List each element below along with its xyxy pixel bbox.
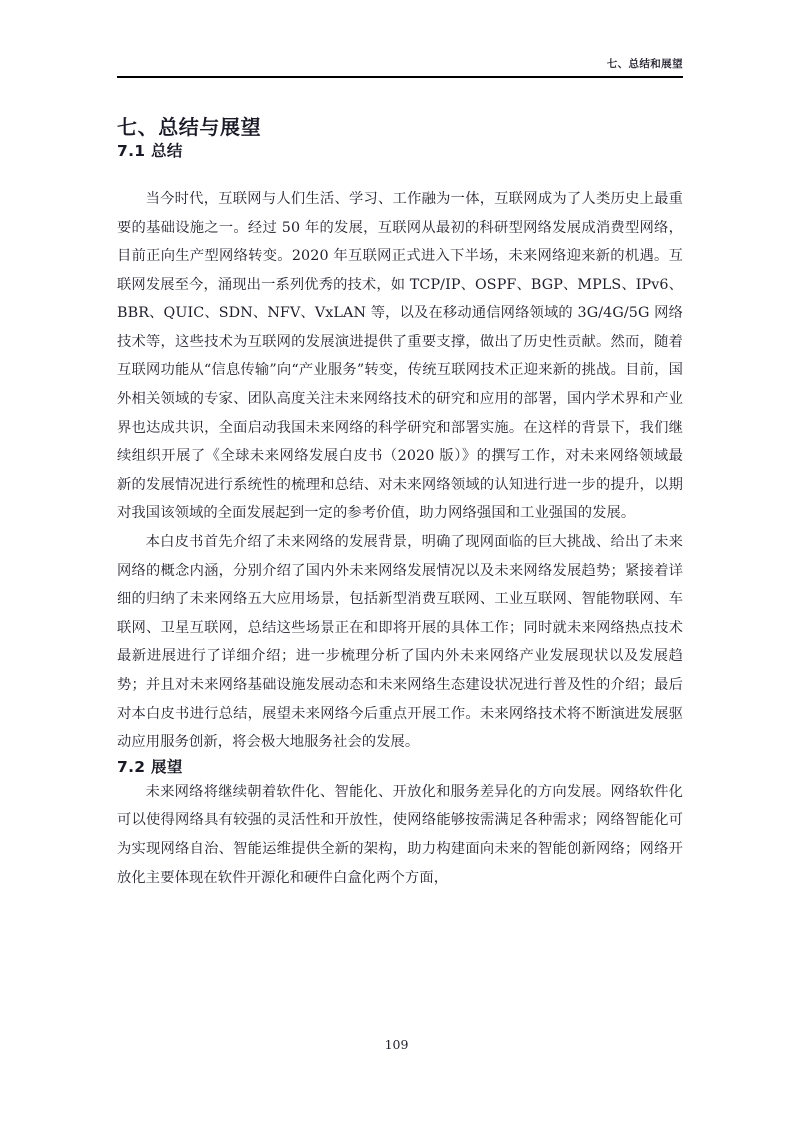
- paragraph-7-1-1: 当今时代，互联网与人们生活、学习、工作融为一体，互联网成为了人类历史上最重要的基础设施之一。经过 50 年的发展，互联网从最初的科研型网络发展成消费型网络，目前正向生产型网络转变。2020 年互联网正式进入下半场，未来网络迎来新的机遇。互联网发展至今，涌现出一系列优秀的技术，如 TCP/IP、OSPF、BGP、MPLS、IPv6、BBR、QUIC、SDN、NFV、VxLAN 等，以及在移动通信网络领域的 3G/4G/5G 网络技术等，这些技术为互联网的发展演进提供了重要支撑，做出了历史性贡献。然而，随着互联网功能从“信息传输”向“产业服务”转变，传统互联网技术正迎来新的挑战。目前，国外相关领域的专家、团队高度关注未来网络技术的研究和应用的部署，国内学术界和产业界也达成共识，全面启动我国未来网络的科学研究和部署实施。在这样的背景下，我们继续组织开展了《全球未来网络发展白皮书（2020 版）》的撰写工作，对未来网络领域最新的发展情况进行系统性的梳理和总结、对未来网络领域的认知进行进一步的提升，以期对我国该领域的全面发展起到一定的参考价值，助力网络强国和工业强国的发展。: [117, 190, 683, 522]
- header-divider-rule: [117, 76, 683, 78]
- section-heading-7-2: 7.2 展望: [117, 757, 183, 776]
- paragraph-7-2-1: 未来网络将继续朝着软件化、智能化、开放化和服务差异化的方向发展。网络软件化可以使得网络具有较强的灵活性和开放性，使网络能够按需满足各种需求；网络智能化可为实现网络自治、智能运维提供全新的架构，助力构建面向未来的智能创新网络；网络开放化主要体现在软件开源化和硬件白盒化两个方面，: [117, 783, 683, 886]
- page-content: [117, 104, 683, 892]
- paragraph-7-1-2: 本白皮书首先介绍了未来网络的发展背景，明确了现网面临的巨大挑战、给出了未来网络的概念内涵，分别介绍了国内外未来网络发展情况以及未来网络发展趋势；紧接着详细的归纳了未来网络五大应用场景，包括新型消费互联网、工业互联网、智能物联网、车联网、卫星互联网，总结这些场景正在和即将开展的具体工作；同时就未来网络热点技术最新进展进行了详细介绍；进一步梳理分析了国内外未来网络产业发展现状以及发展趋势；并且对未来网络基础设施发展动态和未来网络生态建设状况进行普及性的介绍；最后对本白皮书进行总结，展望未来网络今后重点开展工作。未来网络技术将不断演进发展驱动应用服务创新，将会极大地服务社会的发展。: [117, 534, 683, 751]
- page-number-footer: [0, 1037, 793, 1052]
- running-header-text: 七、总结和展望: [606, 58, 683, 70]
- chapter-title: 七、总结与展望: [117, 115, 262, 139]
- page-number-text: 109: [384, 1037, 409, 1052]
- running-header: [117, 52, 683, 71]
- section-heading-7-1: 7.1 总结: [117, 142, 183, 160]
